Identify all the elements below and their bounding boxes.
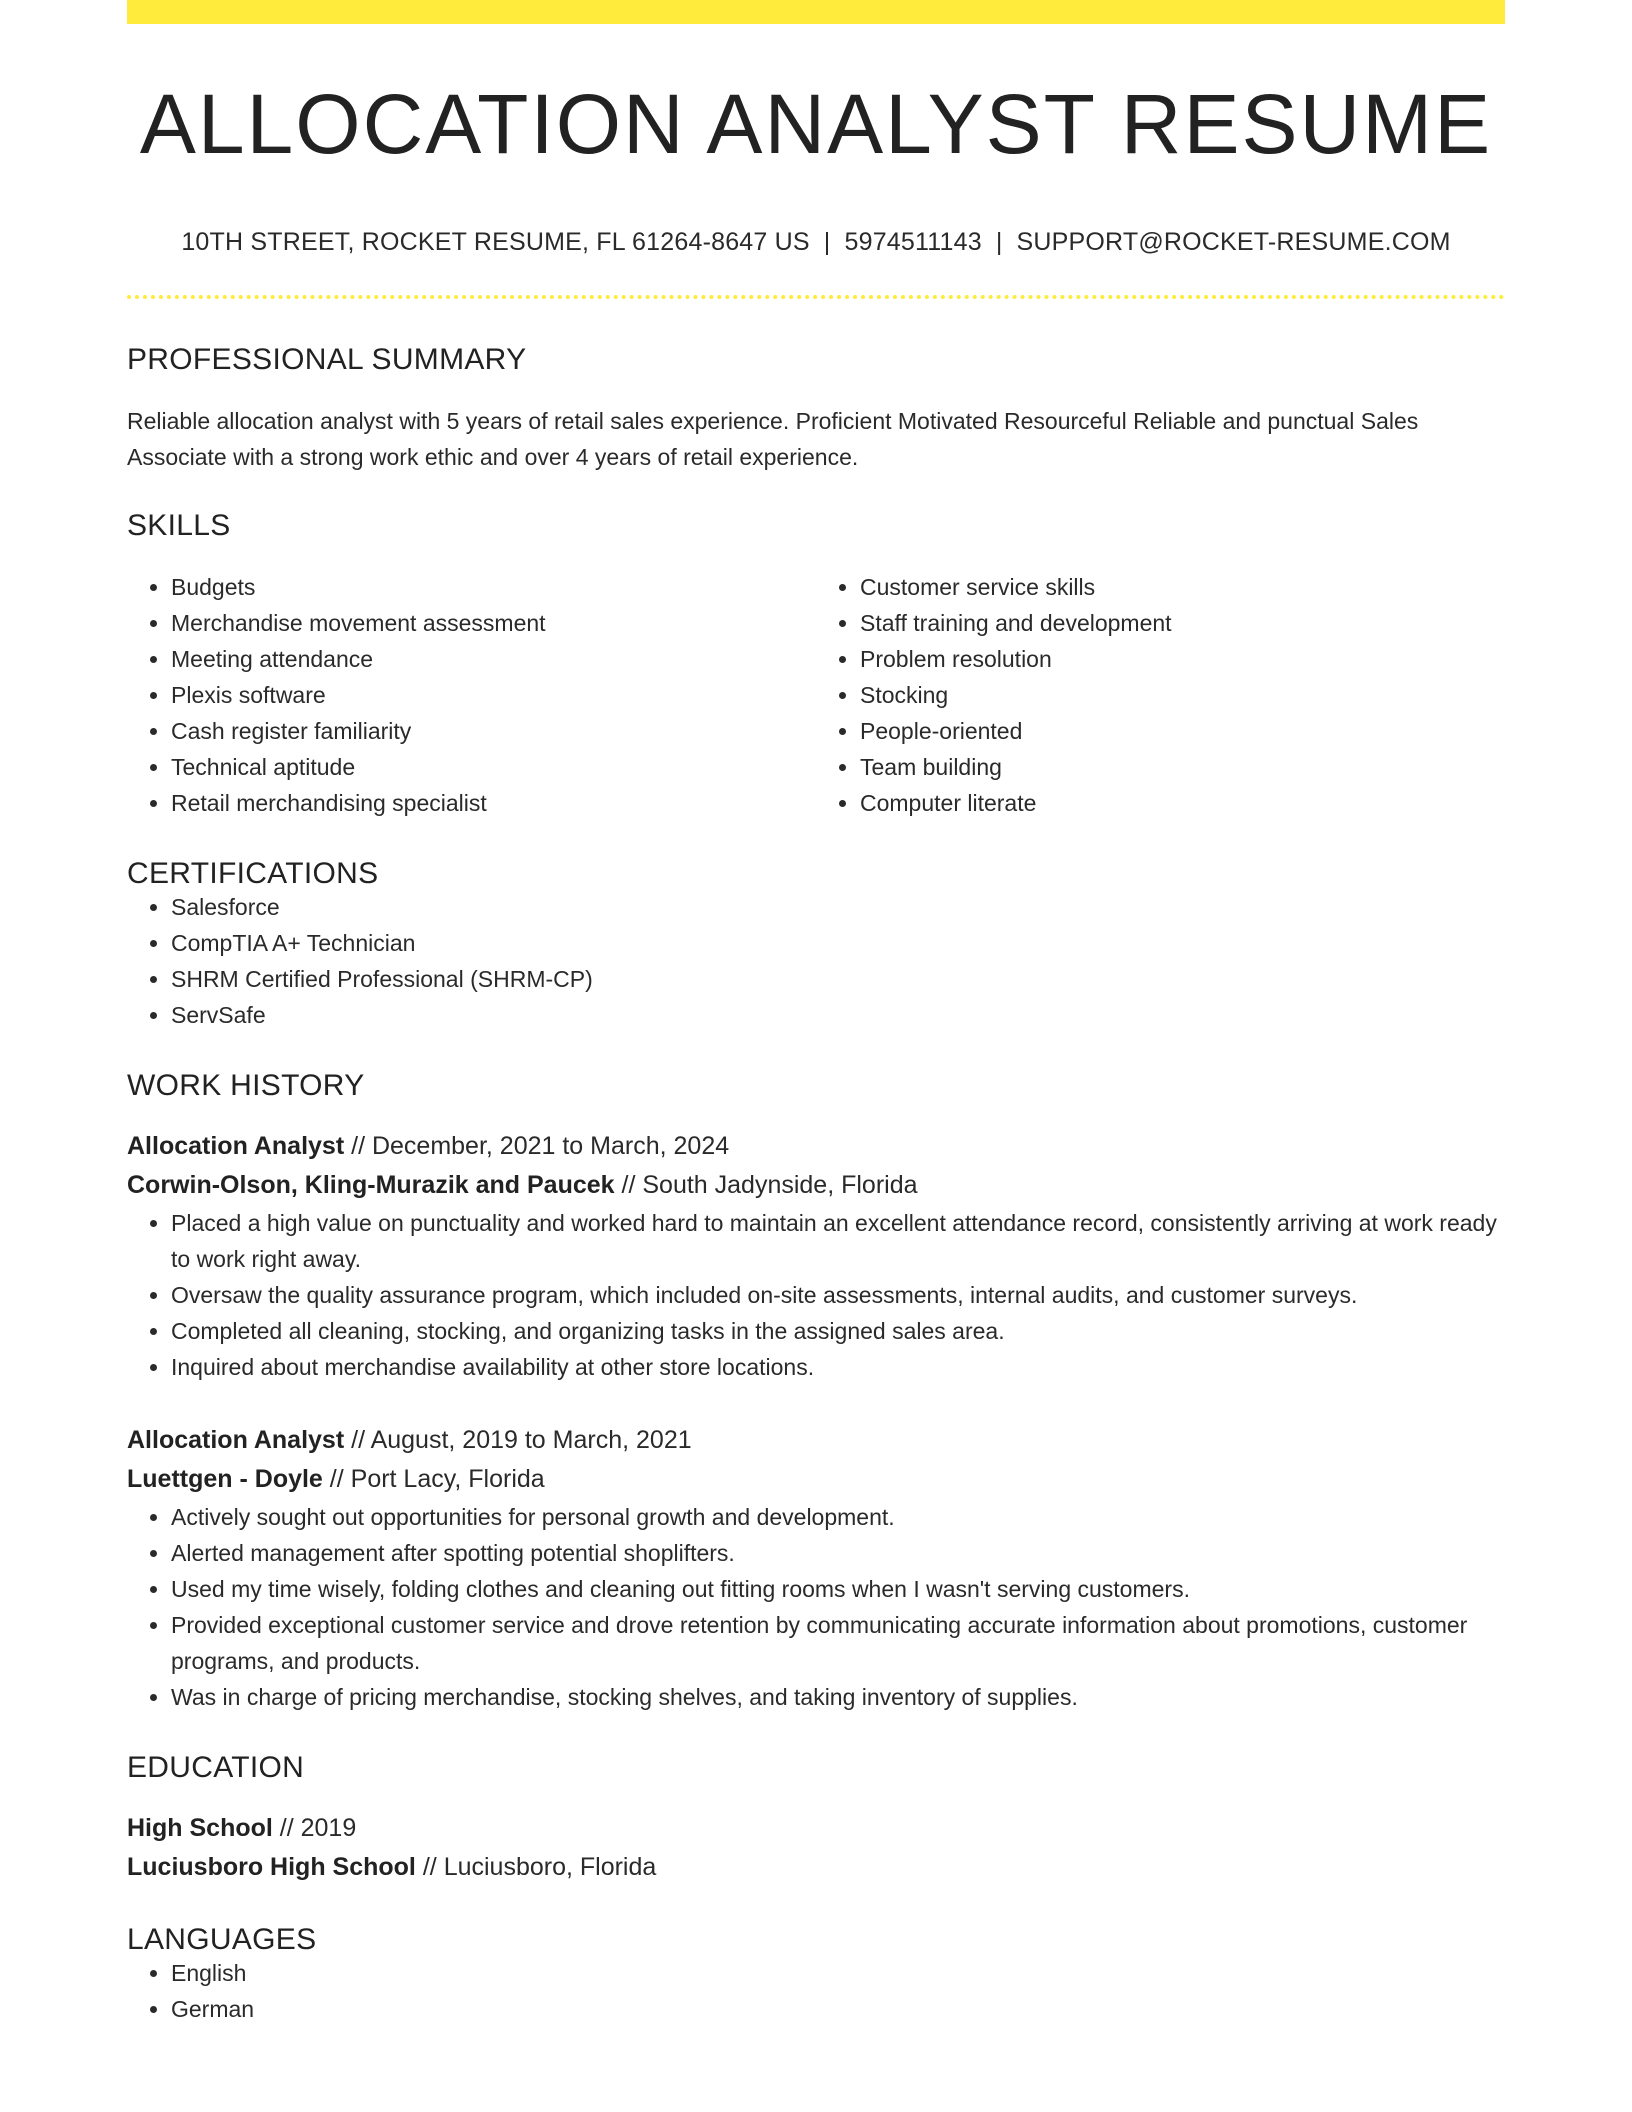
job-company-line [127, 1166, 1505, 1205]
job-bullet: • Inquired about merchandise availability at other store locations. [171, 1349, 1505, 1385]
job-bullet: • Provided exceptional customer service and drove retention by communicating accurate information about promotions, customer programs, and products. [171, 1607, 1505, 1679]
job-bullets [127, 1499, 1505, 1715]
top-accent-bar [127, 0, 1505, 24]
divider-text: // [344, 1426, 371, 1454]
skill-item: • Merchandise movement assessment [171, 605, 816, 641]
job-title: Allocation Analyst [127, 1132, 345, 1160]
divider-text: // [272, 1814, 301, 1842]
job-dates: December, 2021 to March, 2024 [371, 1132, 730, 1160]
resume-title: ALLOCATION ANALYST RESUME [139, 77, 1493, 171]
school-name: Luciusboro High School [127, 1853, 416, 1881]
job-title-line [127, 1421, 1505, 1460]
graduation-year: 2019 [300, 1814, 357, 1842]
contact-separator: | [995, 228, 1003, 256]
job-bullet: • Oversaw the quality assurance program, which included on-site assessments, internal audits, and customer surveys. [171, 1277, 1505, 1313]
school-line [127, 1848, 1505, 1887]
skill-item: • Cash register familiarity [171, 713, 816, 749]
skill-item: • Stocking [860, 677, 1505, 713]
job-company: Luettgen - Doyle [127, 1465, 323, 1493]
job-bullet: • Completed all cleaning, stocking, and organizing tasks in the assigned sales area. [171, 1313, 1505, 1349]
education-entry [127, 1809, 1505, 1887]
email-text: SUPPORT@ROCKET-RESUME.COM [1016, 228, 1451, 256]
job-title: Allocation Analyst [127, 1426, 345, 1454]
skill-item: • Computer literate [860, 785, 1505, 821]
skills-list-left [127, 569, 816, 821]
address-text: 10TH STREET, ROCKET RESUME, FL 61264-8647 US [181, 228, 810, 256]
certification-item: • ServSafe [171, 997, 1505, 1033]
school-location: Luciusboro, Florida [443, 1853, 657, 1881]
skill-item: • Problem resolution [860, 641, 1505, 677]
job-bullet: • Actively sought out opportunities for personal growth and development. [171, 1499, 1505, 1535]
languages-heading: LANGUAGES [127, 1923, 317, 1956]
certifications-list [127, 889, 1505, 1033]
degree-name: High School [127, 1814, 273, 1842]
job-dates: August, 2019 to March, 2021 [370, 1426, 692, 1454]
skill-item: • Team building [860, 749, 1505, 785]
skills-list-right [816, 569, 1505, 821]
job-location: Port Lacy, Florida [350, 1465, 545, 1493]
certification-item: • SHRM Certified Professional (SHRM-CP) [171, 961, 1505, 997]
job-company-line [127, 1460, 1505, 1499]
job-title-line [127, 1127, 1505, 1166]
language-item: • German [171, 1991, 1505, 2027]
skill-item: • Technical aptitude [171, 749, 816, 785]
divider-text: // [614, 1171, 643, 1199]
contact-line [127, 230, 1505, 255]
skill-item: • Retail merchandising specialist [171, 785, 816, 821]
divider-text: // [322, 1465, 351, 1493]
resume-page [127, 0, 1505, 2027]
work-history-heading: WORK HISTORY [127, 1069, 365, 1102]
skill-item: • Staff training and development [860, 605, 1505, 641]
skill-item: • Customer service skills [860, 569, 1505, 605]
divider-text: // [415, 1853, 444, 1881]
language-item: • English [171, 1955, 1505, 1991]
job-bullet: • Alerted management after spotting potential shoplifters. [171, 1535, 1505, 1571]
job-company: Corwin-Olson, Kling-Murazik and Paucek [127, 1171, 615, 1199]
job-entry [127, 1127, 1505, 1385]
certification-item: • Salesforce [171, 889, 1505, 925]
skill-item: • Plexis software [171, 677, 816, 713]
dotted-divider [127, 295, 1505, 299]
job-bullet: • Used my time wisely, folding clothes and cleaning out fitting rooms when I wasn't serving customers. [171, 1571, 1505, 1607]
job-bullet: • Was in charge of pricing merchandise, stocking shelves, and taking inventory of supplies. [171, 1679, 1505, 1715]
job-location: South Jadynside, Florida [642, 1171, 918, 1199]
skills-heading: SKILLS [127, 509, 231, 542]
education-heading: EDUCATION [127, 1751, 305, 1784]
contact-separator: | [823, 228, 831, 256]
job-bullet: • Placed a high value on punctuality and worked hard to maintain an excellent attendance record, consistently arriving at work ready to work right away. [171, 1205, 1505, 1277]
degree-line [127, 1809, 1505, 1848]
job-entry [127, 1421, 1505, 1715]
summary-text: Reliable allocation analyst with 5 years of retail sales experience. Proficient Motivated Resourceful Reliable and punctual Sales Associate with a strong work ethic and over 4 years of retail experience. [127, 408, 1419, 470]
skill-item: • Budgets [171, 569, 816, 605]
summary-heading: PROFESSIONAL SUMMARY [127, 343, 527, 376]
certification-item: • CompTIA A+ Technician [171, 925, 1505, 961]
divider-text: // [344, 1132, 372, 1160]
skill-item: • People-oriented [860, 713, 1505, 749]
skill-item: • Meeting attendance [171, 641, 816, 677]
phone-text: 5974511143 [844, 228, 982, 256]
languages-list [127, 1955, 1505, 2027]
job-bullets [127, 1205, 1505, 1385]
certifications-heading: CERTIFICATIONS [127, 857, 379, 890]
skills-columns [127, 569, 1505, 821]
